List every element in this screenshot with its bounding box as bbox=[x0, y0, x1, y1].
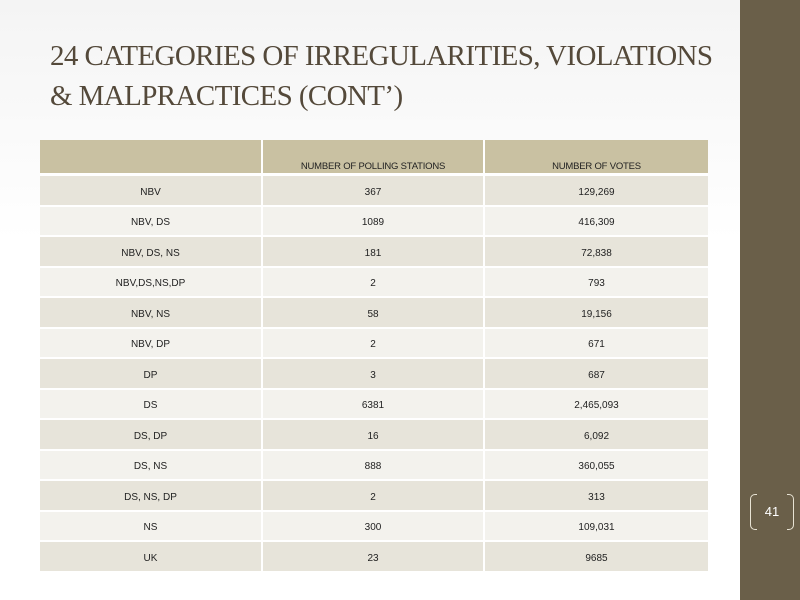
category-cell: UK bbox=[40, 542, 263, 573]
category-cell: DS, NS, DP bbox=[40, 481, 263, 512]
table-row bbox=[40, 268, 708, 299]
table-body bbox=[40, 176, 708, 573]
polling-stations-cell: 3 bbox=[263, 359, 485, 390]
table-row bbox=[40, 176, 708, 207]
table-row bbox=[40, 451, 708, 482]
table-row bbox=[40, 298, 708, 329]
votes-cell: 671 bbox=[485, 329, 708, 360]
category-cell: DS, DP bbox=[40, 420, 263, 451]
votes-cell: 72,838 bbox=[485, 237, 708, 268]
polling-stations-cell: 1089 bbox=[263, 207, 485, 238]
category-cell: DP bbox=[40, 359, 263, 390]
votes-cell: 109,031 bbox=[485, 512, 708, 543]
table-row bbox=[40, 237, 708, 268]
table-row bbox=[40, 390, 708, 421]
category-cell: NBV, DP bbox=[40, 329, 263, 360]
header-row bbox=[40, 140, 708, 176]
slide-title bbox=[50, 36, 730, 116]
votes-cell: 313 bbox=[485, 481, 708, 512]
table-row bbox=[40, 329, 708, 360]
table-header bbox=[40, 140, 708, 176]
table-row bbox=[40, 420, 708, 451]
votes-cell: 129,269 bbox=[485, 176, 708, 207]
page-number: 41 bbox=[764, 504, 780, 519]
header-votes: NUMBER OF VOTES bbox=[485, 140, 708, 176]
votes-cell: 416,309 bbox=[485, 207, 708, 238]
polling-stations-cell: 181 bbox=[263, 237, 485, 268]
title-line-1: 24 CATEGORIES OF IRREGULARITIES, VIOLATIONS bbox=[50, 40, 713, 72]
polling-stations-cell: 367 bbox=[263, 176, 485, 207]
left-bracket-icon bbox=[750, 494, 757, 530]
category-cell: NBV, DS, NS bbox=[40, 237, 263, 268]
table-row bbox=[40, 542, 708, 573]
right-bracket-icon bbox=[787, 494, 794, 530]
votes-cell: 360,055 bbox=[485, 451, 708, 482]
category-cell: NBV, NS bbox=[40, 298, 263, 329]
category-cell: DS, NS bbox=[40, 451, 263, 482]
title-line-2: & MALPRACTICES (CONT’) bbox=[50, 80, 403, 112]
polling-stations-cell: 2 bbox=[263, 268, 485, 299]
table-row bbox=[40, 512, 708, 543]
votes-cell: 6,092 bbox=[485, 420, 708, 451]
votes-cell: 687 bbox=[485, 359, 708, 390]
polling-stations-cell: 300 bbox=[263, 512, 485, 543]
polling-stations-cell: 23 bbox=[263, 542, 485, 573]
page-number-badge bbox=[748, 490, 796, 534]
header-polling-stations: NUMBER OF POLLING STATIONS bbox=[263, 140, 485, 176]
polling-stations-cell: 2 bbox=[263, 481, 485, 512]
category-cell: DS bbox=[40, 390, 263, 421]
header-category bbox=[40, 140, 263, 176]
votes-cell: 793 bbox=[485, 268, 708, 299]
votes-cell: 9685 bbox=[485, 542, 708, 573]
polling-stations-cell: 2 bbox=[263, 329, 485, 360]
votes-cell: 19,156 bbox=[485, 298, 708, 329]
table-row bbox=[40, 481, 708, 512]
table-row bbox=[40, 359, 708, 390]
category-cell: NS bbox=[40, 512, 263, 543]
category-cell: NBV,DS,NS,DP bbox=[40, 268, 263, 299]
polling-stations-cell: 16 bbox=[263, 420, 485, 451]
polling-stations-cell: 888 bbox=[263, 451, 485, 482]
polling-stations-cell: 6381 bbox=[263, 390, 485, 421]
irregularities-table bbox=[40, 140, 708, 573]
polling-stations-cell: 58 bbox=[263, 298, 485, 329]
category-cell: NBV bbox=[40, 176, 263, 207]
category-cell: NBV, DS bbox=[40, 207, 263, 238]
votes-cell: 2,465,093 bbox=[485, 390, 708, 421]
table-row bbox=[40, 207, 708, 238]
